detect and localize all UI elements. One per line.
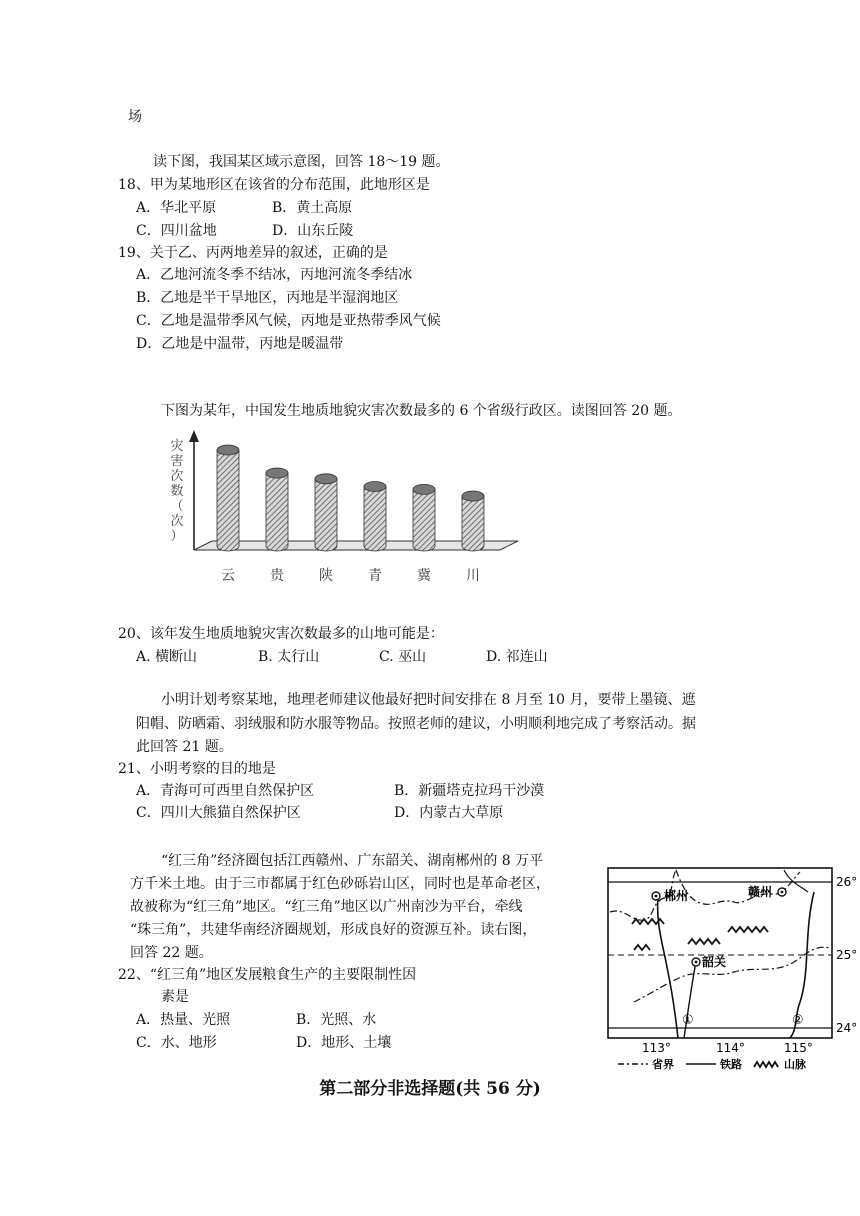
y-label-char: 灾 [170, 439, 184, 454]
q20-intro: 下图为某年，中国发生地质地貌灾害次数最多的 6 个省级行政区。读图回答 20 题。 [161, 403, 682, 419]
bar-group [217, 445, 484, 551]
q18-option-c: C．四川盆地 [136, 223, 217, 239]
category-label: 冀 [417, 568, 431, 584]
category-label: 川 [466, 568, 480, 584]
city-label-ganzhou: 赣州 [748, 885, 773, 899]
q21-stem: 21、小明考察的目的地是 [118, 761, 276, 777]
city-label-chenzhou: 郴州 [664, 889, 689, 903]
q22-option-c: C．水、地形 [136, 1035, 217, 1051]
city-marker-dot [655, 895, 658, 898]
map-marker-1: ① [682, 1013, 694, 1028]
map-marker-2: ② [792, 1013, 804, 1028]
bar-top [364, 481, 386, 491]
q21-option-c: C．四川大熊猫自然保护区 [136, 805, 301, 821]
q22-stem-line1: 22、“红三角”地区发展粮食生产的主要限制性因 [118, 967, 417, 983]
lon-label-114: 114° [716, 1041, 745, 1055]
q20-stem: 20、该年发生地质地貌灾害次数最多的山地可能是： [118, 626, 444, 642]
bar-青 [364, 481, 386, 551]
bar-body [413, 489, 435, 551]
q22-intro-line1: “红三角”经济圈包括江西赣州、广东韶关、湖南郴州的 8 万平 [161, 853, 544, 869]
q21-option-a: A．青海可可西里自然保护区 [136, 783, 315, 799]
y-label-char: 次 [170, 514, 184, 529]
y-label-char: 次 [170, 469, 184, 484]
legend-border-label: 省界 [652, 1058, 674, 1071]
q18-stem: 18、甲为某地形区在该省的分布范围，此地形区是 [118, 177, 430, 193]
q19-option-c: C．乙地是温带季风气候，丙地是亚热带季风气候 [136, 313, 441, 329]
bar-top [315, 474, 337, 484]
lat-label-24: 24° [836, 1021, 858, 1035]
q19-option-a: A．乙地河流冬季不结冰，丙地河流冬季结冰 [136, 267, 413, 283]
q22-intro-line5: 回答 22 题。 [130, 945, 213, 961]
chart-svg [160, 428, 530, 588]
q18-option-a: A．华北平原 [136, 200, 217, 216]
q21-option-b: B．新疆塔克拉玛干沙漠 [394, 783, 545, 799]
section-title: 第二部分非选择题(共 56 分) [319, 1079, 541, 1099]
bar-top [413, 484, 435, 494]
q20-option-b: B. 太行山 [258, 649, 320, 665]
q21-intro-line3: 此回答 21 题。 [136, 739, 233, 755]
q19-option-b: B．乙地是半干旱地区，丙地是半湿润地区 [136, 290, 399, 306]
category-label: 云 [221, 568, 235, 584]
bar-贵 [266, 468, 288, 551]
city-marker-dot [781, 891, 784, 894]
category-labels [221, 567, 480, 584]
bar-top [462, 491, 484, 501]
legend-railway-label: 铁路 [720, 1058, 742, 1071]
bar-body [266, 473, 288, 551]
y-label-char: 害 [170, 454, 184, 469]
category-label: 青 [368, 568, 382, 584]
y-axis-label [170, 438, 183, 544]
bar-云 [217, 445, 239, 551]
q22-intro-line3: 故被称为“红三角”地区。“红三角”地区以广州南沙为平台，牵线 [130, 899, 523, 915]
q21-intro-line2: 阳帽、防晒霜、羽绒服和防水服等物品。按照老师的建议，小明顺利地完成了考察活动。据 [136, 716, 696, 732]
q22-intro-line2: 方千米土地。由于三市都属于红色砂砾岩山区，同时也是革命老区， [130, 876, 550, 892]
page-fragment: 场 [128, 109, 142, 125]
legend-mountain-symbol [754, 1062, 778, 1067]
bar-川 [462, 491, 484, 551]
q20-option-d: D. 祁连山 [486, 649, 548, 665]
red-triangle-map [604, 862, 860, 1074]
lat-label-25: 25° [836, 948, 858, 962]
y-label-char: （ [170, 499, 184, 514]
q22-option-a: A．热量、光照 [136, 1012, 231, 1028]
q22-stem-line2: 素是 [161, 989, 189, 1005]
bar-top [266, 468, 288, 478]
q22-intro-line4: “珠三角”，共建华南经济圈规划，形成良好的资源互补。读右图， [130, 922, 537, 938]
category-label: 贵 [270, 568, 284, 584]
y-label-char: ） [170, 529, 184, 544]
q21-intro-line1: 小明计划考察某地，地理老师建议他最好把时间安排在 8 月至 10 月，要带上墨镜、遮 [161, 692, 696, 708]
lon-label-113: 113° [642, 1041, 671, 1055]
bar-body [315, 479, 337, 551]
lon-label-115: 115° [784, 1041, 813, 1055]
disaster-bar-chart [160, 428, 530, 588]
q18-option-d: D．山东丘陵 [272, 223, 354, 239]
q18-option-b: B．黄土高原 [272, 200, 353, 216]
y-axis-arrow [189, 430, 199, 442]
q22-option-d: D．地形、土壤 [296, 1035, 392, 1051]
bar-body [462, 496, 484, 551]
q18-19-intro: 读下图，我国某区域示意图，回答 18～19 题。 [153, 154, 450, 170]
city-marker-dot [695, 961, 698, 964]
bar-body [217, 450, 239, 551]
map-svg [604, 862, 860, 1074]
legend-mountain-label: 山脉 [784, 1058, 806, 1071]
q20-option-c: C. 巫山 [379, 649, 427, 665]
lat-label-26: 26° [836, 875, 858, 889]
q22-option-b: B．光照、水 [296, 1012, 377, 1028]
bar-陕 [315, 474, 337, 551]
category-label: 陕 [319, 568, 333, 584]
q20-option-a: A. 横断山 [136, 649, 198, 665]
q19-option-d: D．乙地是中温带，丙地是暖温带 [136, 336, 344, 352]
q21-option-d: D．内蒙古大草原 [394, 805, 504, 821]
bar-top [217, 445, 239, 455]
y-label-char: 数 [170, 484, 184, 499]
q19-stem: 19、关于乙、丙两地差异的叙述，正确的是 [118, 245, 388, 261]
city-label-shaoguan: 韶关 [702, 955, 727, 969]
bar-body [364, 486, 386, 551]
bar-冀 [413, 484, 435, 551]
